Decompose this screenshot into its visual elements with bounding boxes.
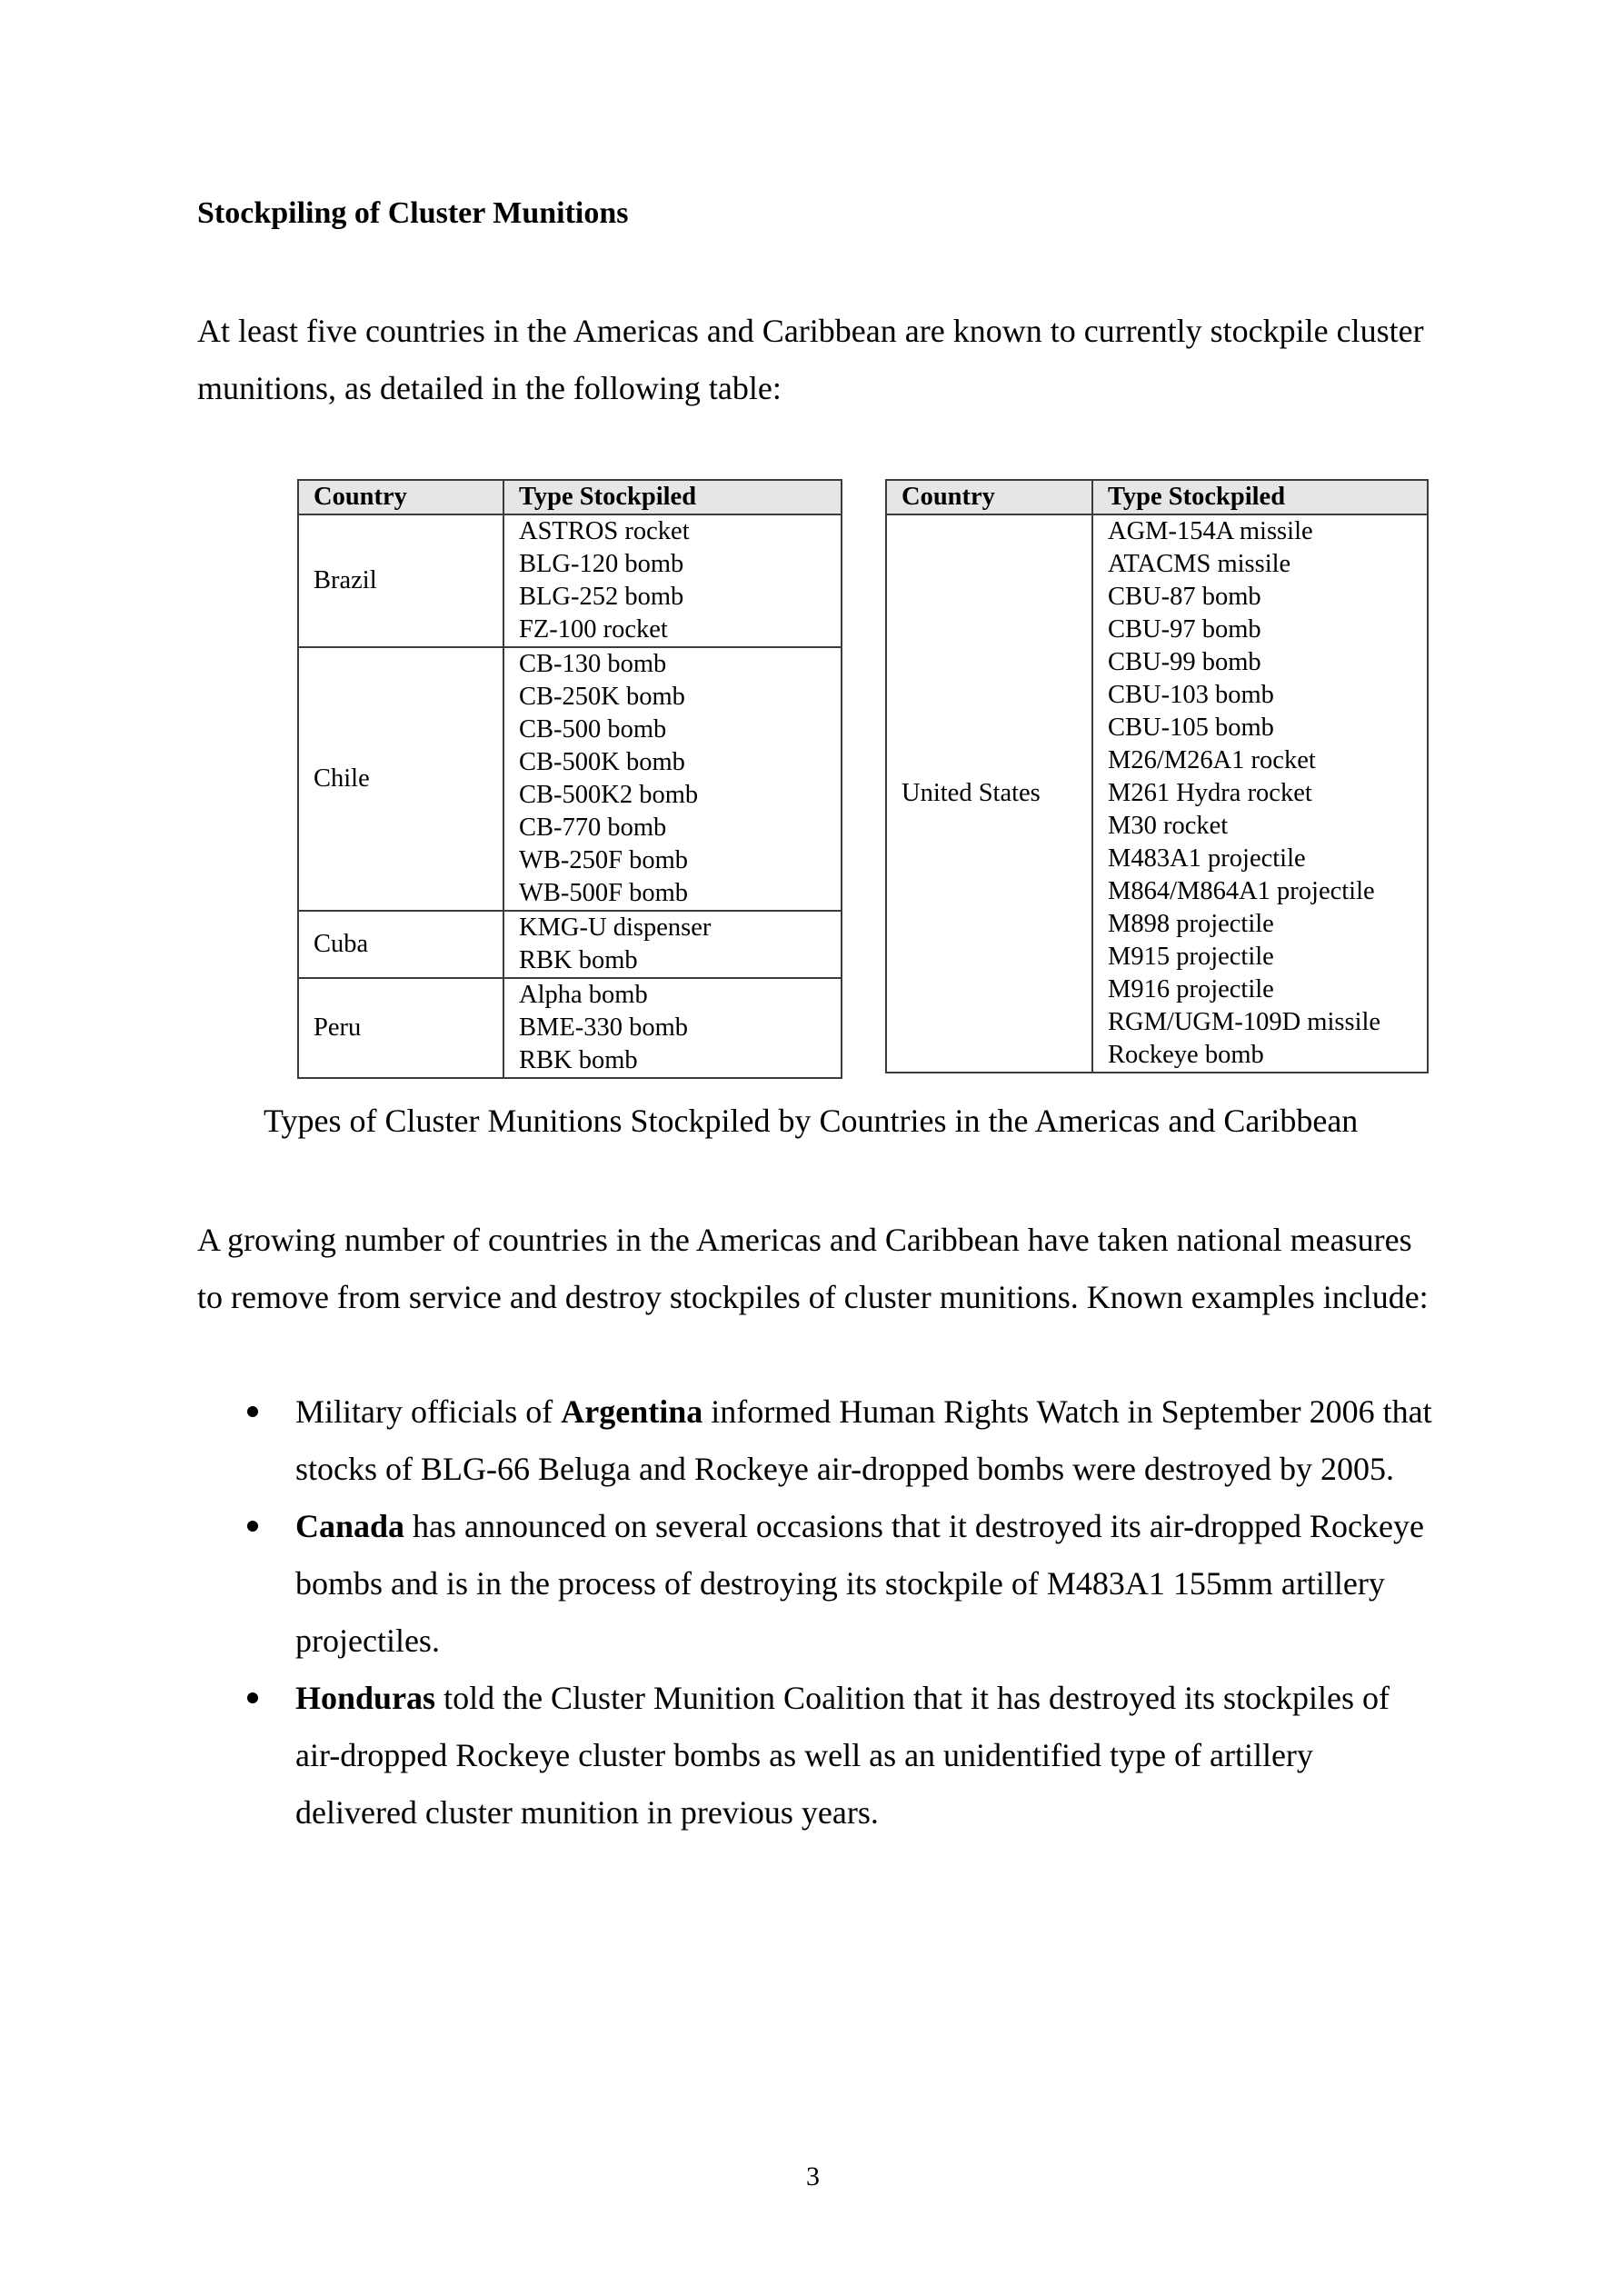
bullet-text: has announced on several occasions that it destroyed its air-dropped Rockeye bombs and is in the process of destroying its stockpile of M483A1 155mm artillery projectiles. — [295, 1508, 1424, 1659]
country-name: Canada — [295, 1508, 405, 1544]
types-cell — [503, 647, 842, 911]
country-cell: Peru — [298, 978, 503, 1078]
page-number: 3 — [806, 2161, 820, 2191]
type-item: M915 projectile — [1108, 943, 1274, 971]
type-item: CBU-87 bomb — [1108, 583, 1261, 611]
types-cell — [503, 514, 842, 647]
type-item: RGM/UGM-109D missile — [1108, 1008, 1381, 1036]
types-cell — [1092, 514, 1428, 1073]
stockpile-table-left — [297, 479, 842, 1079]
type-item: CBU-105 bomb — [1108, 714, 1274, 742]
type-item: Rockeye bomb — [1108, 1041, 1264, 1069]
type-item: M864/M864A1 projectile — [1108, 877, 1375, 905]
country-name: Argentina — [561, 1393, 703, 1430]
type-item: M898 projectile — [1108, 910, 1274, 938]
table-row — [298, 514, 842, 647]
bullet-icon — [247, 1406, 258, 1417]
type-item: CB-770 bomb — [519, 814, 667, 842]
type-item: M30 rocket — [1108, 812, 1229, 840]
type-item: CB-130 bomb — [519, 650, 667, 678]
bullet-icon — [247, 1521, 258, 1532]
type-item: RBK bomb — [519, 1046, 638, 1074]
types-cell — [503, 911, 842, 978]
type-item: CBU-99 bomb — [1108, 648, 1261, 676]
type-item: CBU-103 bomb — [1108, 681, 1274, 709]
type-item: CB-250K bomb — [519, 683, 685, 711]
bullet-text: Military officials of — [295, 1393, 562, 1430]
type-item: ASTROS rocket — [519, 517, 690, 545]
second-paragraph: A growing number of countries in the Americas and Caribbean have taken national measures to remove from service and destroy stockpiles of cluster munitions. Known examples include: — [197, 1222, 1429, 1315]
type-item: M261 Hydra rocket — [1108, 779, 1312, 807]
country-cell: Chile — [298, 647, 503, 911]
type-item: CB-500 bomb — [519, 715, 667, 744]
type-item: M916 projectile — [1108, 975, 1274, 1003]
table-header-row — [298, 480, 842, 514]
country-cell: Cuba — [298, 911, 503, 978]
country-cell: Brazil — [298, 514, 503, 647]
table-row — [298, 978, 842, 1078]
bullet-text: told the Cluster Munition Coalition that it has destroyed its stockpiles of air-dropped Rockeye cluster bombs as well as an unidentified type of artillery delivered cluster munition in previous years. — [295, 1680, 1390, 1831]
type-item: M26/M26A1 rocket — [1108, 746, 1316, 774]
country-name: Honduras — [295, 1680, 436, 1716]
table-row — [886, 514, 1428, 1073]
list-item — [197, 1498, 1442, 1670]
bullet-text: informed Human Rights Watch in September 2006 that stocks of BLG-66 Beluga and Rockeye air-dropped bombs were destroyed by 2005. — [295, 1393, 1432, 1487]
examples-list — [197, 1383, 1442, 1842]
type-item: CB-500K bomb — [519, 748, 685, 776]
type-item: KMG-U dispenser — [519, 913, 712, 942]
list-item — [197, 1670, 1442, 1842]
type-item: BLG-120 bomb — [519, 550, 684, 578]
type-item: FZ-100 rocket — [519, 615, 668, 644]
list-item — [197, 1383, 1442, 1498]
table-caption: Types of Cluster Munitions Stockpiled by Countries in the Americas and Caribbean — [264, 1103, 1359, 1139]
type-item: BME-330 bomb — [519, 1013, 689, 1042]
type-item: M483A1 projectile — [1108, 844, 1306, 873]
bullet-icon — [247, 1692, 258, 1703]
type-item: Alpha bomb — [519, 981, 648, 1009]
type-item: ATACMS missile — [1108, 550, 1291, 578]
type-item: AGM-154A missile — [1108, 517, 1313, 545]
intro-paragraph: At least five countries in the Americas and Caribbean are known to currently stockpile cluster munitions, as detailed in the following table: — [197, 313, 1424, 406]
types-cell — [503, 978, 842, 1078]
type-item: WB-250F bomb — [519, 846, 689, 874]
country-cell: United States — [886, 514, 1092, 1073]
section-heading: Stockpiling of Cluster Munitions — [197, 196, 629, 230]
column-header-type: Type Stockpiled — [503, 480, 842, 514]
type-item: WB-500F bomb — [519, 879, 689, 907]
table-header-row — [886, 480, 1428, 514]
type-item: CB-500K2 bomb — [519, 781, 699, 809]
column-header-country: Country — [298, 480, 503, 514]
type-item: RBK bomb — [519, 946, 638, 974]
table-row — [298, 647, 842, 911]
table-row — [298, 911, 842, 978]
type-item: CBU-97 bomb — [1108, 615, 1261, 644]
column-header-type: Type Stockpiled — [1092, 480, 1428, 514]
column-header-country: Country — [886, 480, 1092, 514]
type-item: BLG-252 bomb — [519, 583, 684, 611]
stockpile-table-right — [885, 479, 1429, 1073]
